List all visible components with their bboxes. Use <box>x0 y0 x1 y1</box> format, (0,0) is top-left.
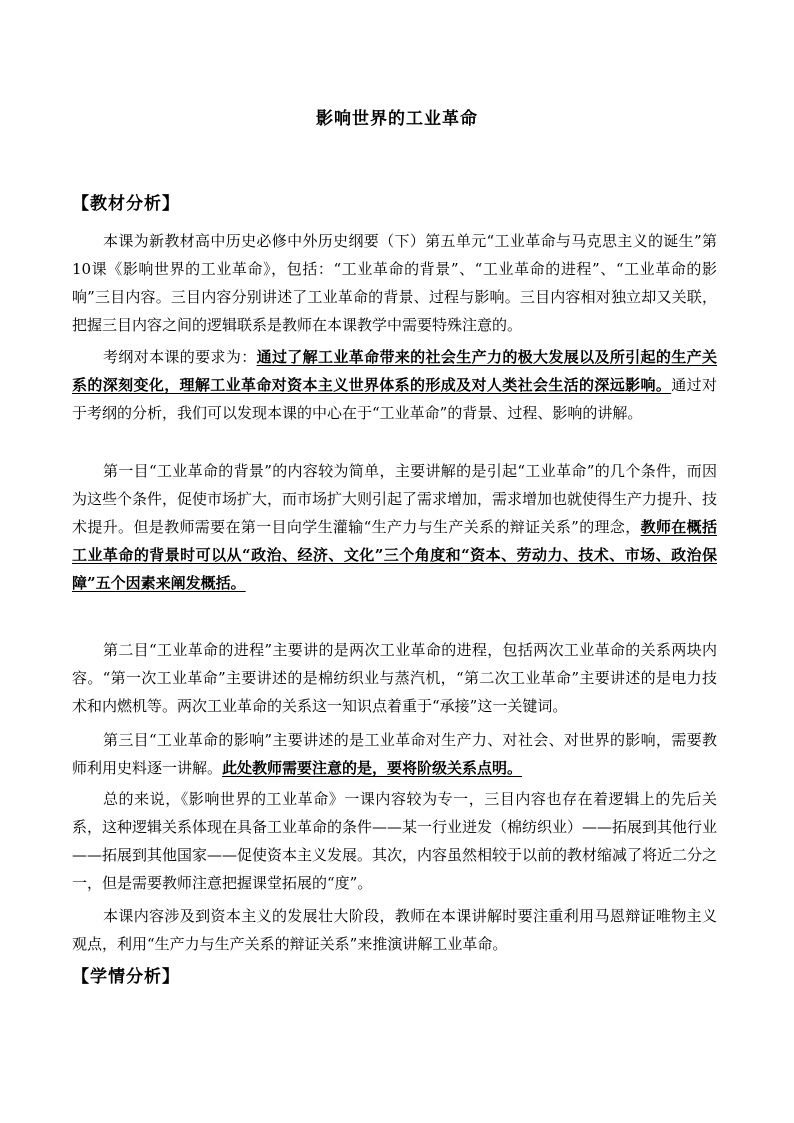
paragraph-text: 本课为新教材高中历史必修中外历史纲要（下）第五单元“工业革命与马克思主义的诞生”第10课《影响世界的工业革命》，包括：“工业革命的背景”、“工业革命的进程”、“工业革命的影响”三目内容。三目内容分别讲述了工业革命的背景、过程与影响。三目内容相对独立却又关联，把握三目内容之间的逻辑联系是教师在本课教学中需要特殊注意的。 <box>72 232 717 334</box>
section-heading-textbook-analysis: 【教材分析】 <box>72 194 180 214</box>
paragraph-summary <box>72 785 717 897</box>
paragraph-text: 第一目“工业革命的背景”的内容较为简单，主要讲解的是引起“工业革命”的几个条件，而因为这些个条件，促使市场扩大，而市场扩大则引起了需求增加，需求增加也就使得生产力提升、技术提升。但是教师需要在第一目向学生灌输“生产力与生产关系的辩证关系”的理念， <box>72 462 718 536</box>
paragraph-text: 第二目“工业革命的进程”主要讲的是两次工业革命的进程，包括两次工业革命的关系两块内容。“第一次工业革命”主要讲述的是棉纺织业与蒸汽机，“第二次工业革命”主要讲述的是电力技术和内燃机等。两次工业革命的关系这一知识点着重于“承接”这一关键词。 <box>72 641 717 715</box>
paragraph-text: 本课内容涉及到资本主义的发展壮大阶段，教师在本课讲解时要注重利用马恩辩证唯物主义观点，利用“生产力与生产关系的辩证关系”来推演讲解工业革命。 <box>72 907 717 953</box>
paragraph-section-one <box>72 457 717 597</box>
paragraph-section-two <box>72 636 717 720</box>
paragraph-teaching-note <box>72 902 717 958</box>
paragraph-syllabus <box>72 343 717 427</box>
document-title: 影响世界的工业革命 <box>316 109 478 129</box>
paragraph-text: 通过对于考纲的分析，我们可以发现本课的中心在于“工业革命”的背景、过程、影响的讲解。 <box>72 376 717 422</box>
paragraph-text: 考纲对本课的要求为： <box>103 348 257 366</box>
paragraph-text: 总的来说，《影响世界的工业革命》一课内容较为专一，三目内容也存在着逻辑上的先后关系，这种逻辑关系体现在具备工业革命的条件——某一行业迸发（棉纺织业）——拓展到其他行业——拓展到其他国家——促使资本主义发展。其次，内容虽然相较于以前的教材缩减了将近二分之一，但是需要教师注意把握课堂拓展的“度”。 <box>72 790 718 892</box>
section-heading-learner-analysis: 【学情分析】 <box>72 967 180 987</box>
emphasized-text: 通过了解工业革命带来的社会生产力的极大发展以及所引起的生产关系的深刻变化，理解工业革命对资本主义世界体系的形成及对人类社会生活的深远影响。 <box>72 348 717 394</box>
emphasized-text: 教师在概括工业革命的背景时可以从“政治、经济、文化”三个角度和“资本、劳动力、技术、市场、政治保障”五个因素来阐发概括。 <box>72 518 717 592</box>
paragraph-overview <box>72 227 717 339</box>
paragraph-section-three <box>72 726 717 782</box>
paragraph-text: 第三目“工业革命的影响”主要讲述的是工业革命对生产力、对社会、对世界的影响，需要教师利用史料逐一讲解。 <box>72 731 717 777</box>
emphasized-text: 此处教师需要注意的是，要将阶级关系点明。 <box>222 759 523 777</box>
